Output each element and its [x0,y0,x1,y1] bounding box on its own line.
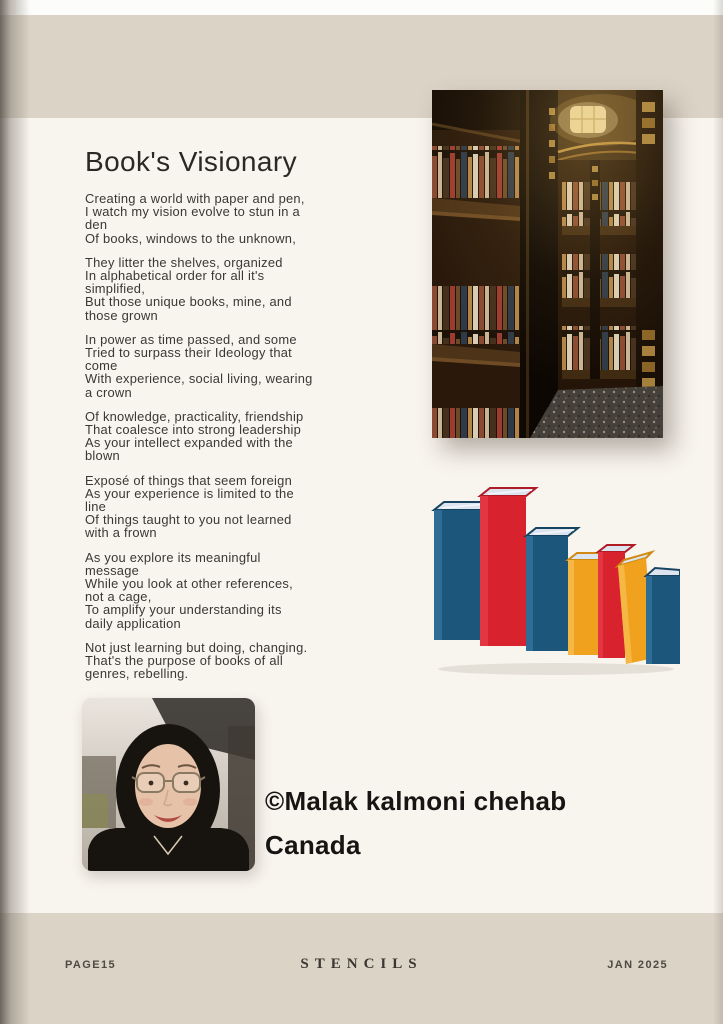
author-country: Canada [265,830,361,860]
author-photo [82,698,255,871]
page-left-edge-shadow [0,0,30,1024]
library-photo [432,90,663,438]
footer-page-number: PAGE15 [65,959,116,971]
author-name: ©Malak kalmoni chehab [265,786,567,816]
poem-stanza: Exposé of things that seem foreign As your experience is limited to the line Of things taught to you not learned with a frown [85,472,294,541]
books-illustration [428,472,680,677]
poem-stanza: Creating a world with paper and pen, I watch my vision evolve to stun in a den Of books, windows to the unknown, [85,191,305,246]
footer-magazine-logo: STENCILS [300,956,423,972]
poem-section [85,146,415,692]
poem-stanza: Not just learning but doing, changing. That's the purpose of books of all genres, rebelling. [85,639,308,682]
poem-stanza: Of knowledge, practicality, friendship That coalesce into strong leadership As your intellect expanded with the blown [85,408,304,464]
author-credit [265,786,566,861]
footer-issue-date: JAN 2025 [607,959,668,971]
poem-stanza: They litter the shelves, organized In alphabetical order for all it's simplified, But those unique books, mine, and those grown [85,254,292,323]
poem-stanza: As you explore its meaningful message While you look at other references, not a cage, To amplify your understanding its daily application [85,549,293,631]
books-illustration-art [428,472,680,677]
poem-stanza: In power as time passed, and some Tried to surpass their Ideology that come With experience, social living, wearing a crown [85,331,313,400]
library-photo-art [432,90,663,438]
page-top-white-strip [16,0,723,15]
page-right-edge-shadow [713,0,723,1024]
author-portrait-art [82,698,255,871]
page-title: Book's Visionary [85,146,297,177]
